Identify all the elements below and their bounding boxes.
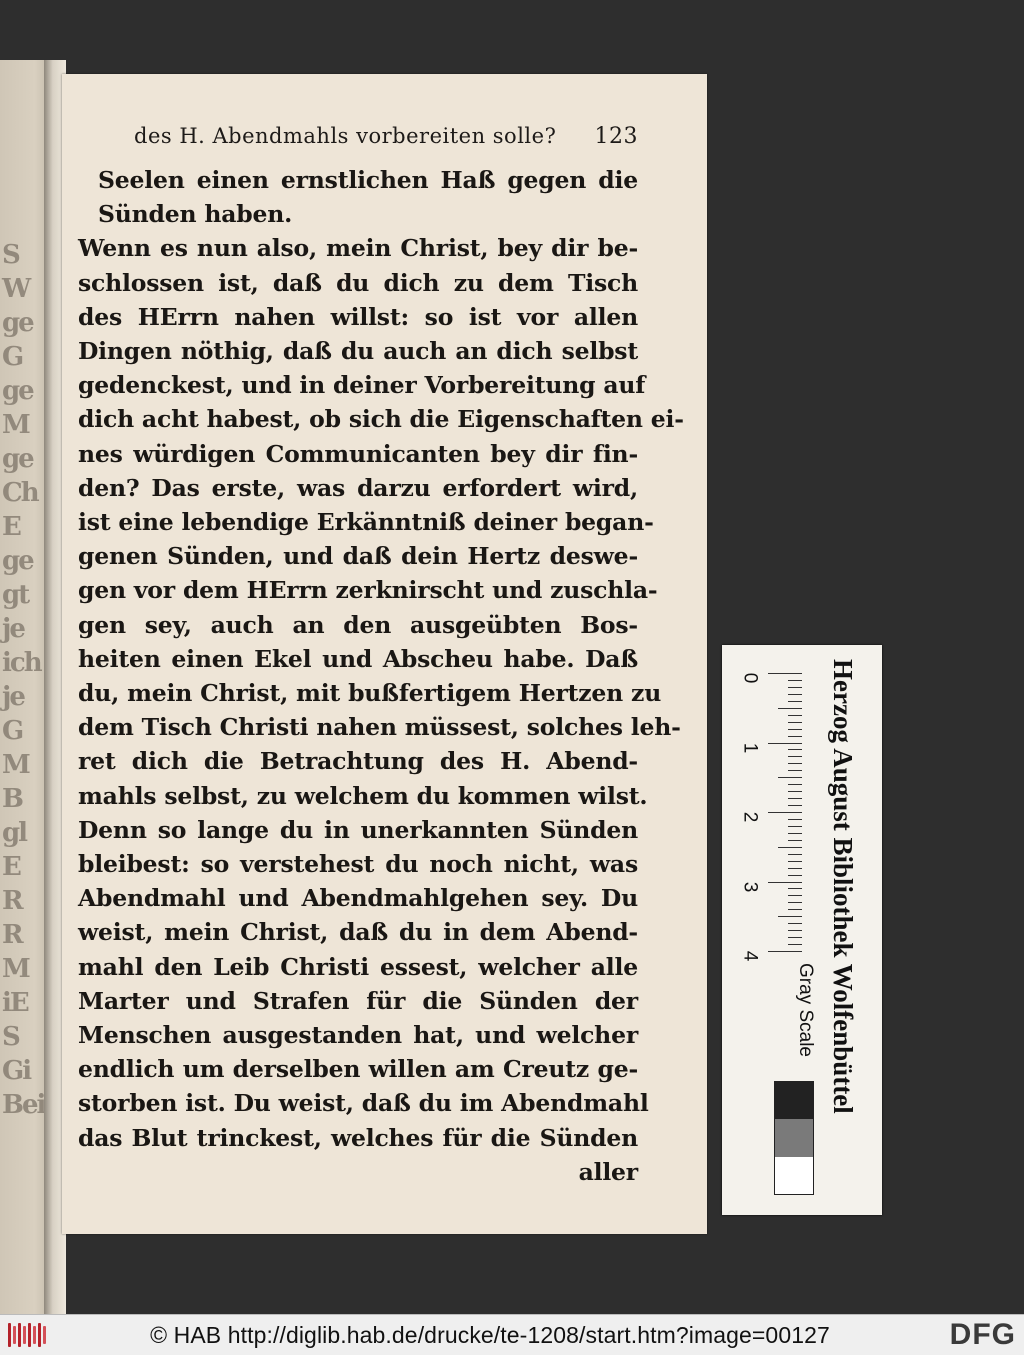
text-line: den? Das erste, was darzu erfordert wird, [78, 473, 638, 502]
text-line: schlossen ist, daß du dich zu dem Tisch [78, 268, 638, 297]
text-line: heiten einen Ekel und Abscheu habe. Daß [78, 644, 638, 673]
text-line: des HErrn nahen willst: so ist vor allen [78, 302, 638, 331]
ghost-letters: je [2, 614, 24, 644]
ruler-tick [768, 673, 802, 674]
gray-scale-label: Gray Scale [795, 963, 816, 1057]
ghost-letters: G [2, 342, 23, 372]
running-head: des H. Abendmahls vorbereiten solle? [134, 124, 557, 148]
ruler-tick [788, 756, 802, 757]
text-line: Sünden haben. [98, 200, 293, 229]
ghost-letters: ge [2, 308, 33, 338]
ruler-tick [788, 687, 802, 688]
ghost-letters: ge [2, 444, 33, 474]
ghost-letters: ge [2, 376, 33, 406]
ruler-tick [788, 895, 802, 896]
ruler-tick [788, 930, 802, 931]
ghost-letters: M [2, 410, 29, 440]
ghost-letters: je [2, 682, 24, 712]
text-line: du, mein Christ, mit bußfertigem Hertzen zu [78, 679, 662, 708]
ruler-tick [788, 770, 802, 771]
ghost-letters: Gi [2, 1056, 31, 1086]
ruler-tick [788, 923, 802, 924]
ghost-letters: E [2, 512, 20, 542]
ruler-tick [788, 729, 802, 730]
ruler-tick [778, 708, 802, 709]
text-line: gen sey, auch an den ausgeübten Bos- [78, 610, 638, 639]
ruler-tick [788, 944, 802, 945]
ghost-letters: M [2, 750, 29, 780]
ruler-tick [788, 833, 802, 834]
ruler-tick [788, 861, 802, 862]
text-line: ist eine lebendige Erkänntniß deiner began- [78, 508, 654, 537]
text-line: Menschen ausgestanden hat, und welcher [78, 1021, 638, 1050]
gray-scale-card [722, 645, 882, 1215]
ruler-tick [788, 909, 802, 910]
hab-logo-icon [8, 1319, 50, 1351]
ruler-number: 3 [739, 881, 761, 892]
text-line: dem Tisch Christi nahen müssest, solches leh- [78, 713, 681, 742]
ruler-tick [788, 784, 802, 785]
ruler-number: 0 [739, 672, 761, 684]
ruler-tick [788, 694, 802, 695]
text-line: Wenn es nun also, mein Christ, bey dir be- [78, 234, 638, 263]
text-line: Denn so lange du in unerkannten Sünden [78, 815, 638, 844]
ruler-tick [778, 777, 802, 778]
ruler-tick [788, 826, 802, 827]
ruler-tick [788, 736, 802, 737]
gray-swatch [775, 1119, 813, 1156]
gray-swatches [774, 1081, 814, 1195]
ghost-letters: Bei [2, 1090, 45, 1120]
ruler-tick [788, 680, 802, 681]
ruler-tick [788, 791, 802, 792]
text-line: storben ist. Du weist, daß du im Abendmahl [78, 1089, 649, 1118]
text-line: bleibest: so verstehest du noch nicht, was [78, 850, 638, 879]
text-line: weist, mein Christ, daß du in dem Abend- [78, 918, 638, 947]
ghost-letters: S [2, 240, 19, 270]
text-line: gedenckest, und in deiner Vorbereitung auf [78, 371, 646, 400]
ruler-tick [788, 868, 802, 869]
text-line: Marter und Strafen für die Sünden der [78, 986, 638, 1015]
ruler-tick [778, 916, 802, 917]
text-line: gen vor dem HErrn zerknirscht und zuschla- [78, 576, 658, 605]
ruler-tick [788, 798, 802, 799]
ruler-tick [768, 882, 802, 883]
text-line: mahls selbst, zu welchem du kommen wilst. [78, 781, 648, 810]
text-line: endlich um derselben willen am Creutz ge- [78, 1055, 638, 1084]
dfg-logo: DFG [949, 1318, 1016, 1351]
ruler-tick [788, 888, 802, 889]
ruler-tick [788, 875, 802, 876]
ruler-tick [768, 812, 802, 813]
ruler-tick [768, 951, 802, 952]
ruler-number: 4 [739, 950, 761, 962]
text-line: Abendmahl und Abendmahlgehen sey. Du [78, 884, 638, 913]
institution-name: Herzog August Bibliothek Wolfenbüttel [828, 659, 858, 1114]
text-line: mahl den Leib Christi essest, welcher alle [78, 952, 638, 981]
ruler-tick [788, 937, 802, 938]
ghost-letters: E [2, 852, 20, 882]
ruler-number: 2 [739, 811, 761, 823]
ruler-tick [788, 722, 802, 723]
ruler-tick [788, 840, 802, 841]
ghost-letters: B [2, 784, 22, 814]
ghost-letters: ge [2, 546, 33, 576]
ruler-tick [768, 743, 802, 744]
ruler-tick [788, 805, 802, 806]
footer-credit: © HAB http://diglib.hab.de/drucke/te-1208/start.htm?image=00127 [150, 1321, 830, 1348]
ghost-letters: G [2, 716, 23, 746]
ghost-letters: gt [2, 580, 29, 610]
text-line: Dingen nöthig, daß du auch an dich selbst [78, 337, 638, 366]
ghost-letters: S [2, 1022, 19, 1052]
ruler-tick [788, 715, 802, 716]
book-page [62, 74, 707, 1234]
page-header [78, 124, 638, 149]
ghost-letters: R [2, 886, 22, 916]
catchword: aller [578, 1157, 638, 1186]
text-line: genen Sünden, und daß dein Hertz deswe- [78, 542, 638, 571]
page-body [78, 163, 684, 1189]
ruler-tick [778, 847, 802, 848]
footer-bar [0, 1314, 1024, 1355]
ghost-letters: gl [2, 818, 27, 848]
ruler-tick [788, 902, 802, 903]
text-line: das Blut trinckest, welches für die Sünden [78, 1123, 638, 1152]
ghost-letters: iE [2, 988, 28, 1018]
ghost-letters: Ch [2, 478, 38, 508]
gray-swatch [775, 1157, 813, 1194]
text-line: Seelen einen ernstlichen Haß gegen die [98, 166, 638, 194]
ruler-tick [788, 749, 802, 750]
text-line: nes würdigen Communicanten bey dir fin- [78, 439, 638, 468]
page-number: 123 [594, 124, 638, 149]
ghost-letters: R [2, 920, 22, 950]
ghost-letters: W [2, 274, 30, 304]
ruler-tick [788, 819, 802, 820]
text-line: dich acht habest, ob sich die Eigenschaften ei- [78, 405, 684, 434]
ghost-letters: ich [2, 648, 41, 678]
ruler-tick [788, 763, 802, 764]
ruler-tick [788, 854, 802, 855]
ruler-tick [788, 701, 802, 702]
text-line: ret dich die Betrachtung des H. Abend- [78, 747, 638, 776]
ruler-number: 1 [739, 742, 761, 753]
ghost-letters: M [2, 954, 29, 984]
gray-swatch [775, 1082, 813, 1119]
